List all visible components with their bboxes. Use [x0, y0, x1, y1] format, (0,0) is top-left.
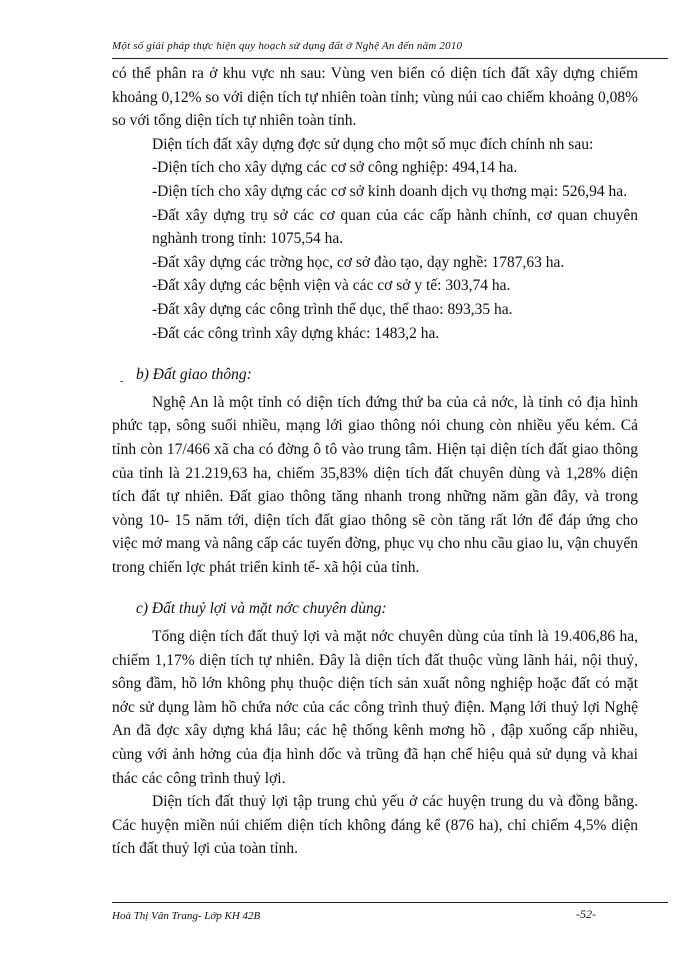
footer-author: Hoà Thị Vân Trang- Lớp KH 42B: [112, 910, 261, 922]
footer-rule: [112, 902, 668, 903]
list-item-commerce: -Diện tích cho xây dựng các cơ sở kinh doanh dịch vụ thơng mại: 526,94 ha.: [152, 182, 628, 200]
page-number: -52-: [576, 907, 596, 921]
document-body: [112, 62, 638, 861]
list-item-offices: -Đất xây dựng trụ sở các cơ quan của các cấp hành chính, cơ quan chuyên nghành trong tỉnh: 1075,54 ha.: [152, 206, 638, 248]
paragraph-irrigation: Tổng diện tích đất thuỷ lợi và mặt nớc chuyên dùng của tỉnh là 19.406,86 ha, chiếm 1,17% diện tích tự nhiên. Đây là diện tích đất thuộc vùng lãnh hải, nội thuỷ, sông đầm, hồ lớn không phụ thuộc diện tích sản xuất nông nghiệp hoặc đất có mặt nớc sử dụng làm hồ chứa nớc của các công trình thuỷ điện. Mạng lới thuỷ lợi Nghệ An đã đợc xây dựng khá lâu; các hệ thống kênh mơng hồ , đập xuống cấp nhiều, cùng với ảnh hởng của địa hình dốc và trũng đã hạn chế hiệu quả sử dụng và khai thác các công trình thuỷ lợi.: [112, 628, 638, 787]
list-item-sports: -Đất xây dựng các công trình thể dục, thể thao: 893,35 ha.: [152, 300, 513, 318]
section-heading-transport: b) Đất giao thông:: [136, 366, 252, 384]
header-rule: [112, 58, 668, 59]
stray-bullet-mark: -: [120, 376, 124, 387]
page-header-title: Một số giải pháp thực hiện quy hoạch sử dụng đất ở Nghệ An đến năm 2010: [112, 40, 463, 52]
list-item-schools: -Đất xây dựng các trờng học, cơ sở đào tạo, dạy nghề: 1787,63 ha.: [152, 253, 565, 271]
paragraph-irrigation-distribution: Diện tích đất thuỷ lợi tập trung chủ yếu ở các huyện trung du và đồng bằng. Các huyện miền núi chiếm diện tích không đáng kể (876 ha), chỉ chiếm 4,5% diện tích đất thuỷ lợi của toàn tỉnh.: [112, 793, 638, 858]
paragraph-intro-list: Diện tích đất xây dựng đợc sử dụng cho một số mục đích chính nh sau:: [152, 135, 594, 153]
list-item-industry: -Diện tích cho xây dựng các cơ sở công nghiệp: 494,14 ha.: [152, 159, 518, 177]
paragraph-continuation: có thể phân ra ở khu vực nh sau: Vùng ven biển có diện tích đất xây dựng chiếm khoảng 0,12% so với diện tích tự nhiên toàn tỉnh; vùng núi cao chiếm khoảng 0,08% so với tổng diện tích tự nhiên toàn tỉnh.: [112, 65, 638, 130]
section-heading-irrigation: c) Đất thuỷ lợi và mặt nớc chuyên dùng:: [136, 600, 387, 618]
list-item-hospitals: -Đất xây dựng các bệnh viện và các cơ sở y tế: 303,74 ha.: [152, 277, 511, 295]
list-item-other: -Đất các công trình xây dựng khác: 1483,2 ha.: [152, 324, 440, 342]
paragraph-transport: Nghệ An là một tỉnh có diện tích đứng thứ ba của cả nớc, là tỉnh có địa hình phức tạp, sông suối nhiều, mạng lới giao thông nói chung còn nhiều yếu kém. Cả tỉnh còn 17/466 xã cha có đờng ô tô vào trung tâm. Hiện tại diện tích đất giao thông của tỉnh là 21.219,63 ha, chiếm 35,83% diện tích đất chuyên dùng và 1,28% diện tích đất tự nhiên. Đất giao thông tăng nhanh trong những năm gần đây, và trong vòng 10- 15 năm tới, diện tích đất giao thông sẽ còn tăng rất lớn để đáp ứng cho việc mở mang và nâng cấp các tuyến đờng, phục vụ cho nhu cầu giao lu, vận chuyển trong chiến lợc phát triển kinh tế- xã hội của tỉnh.: [112, 393, 638, 576]
